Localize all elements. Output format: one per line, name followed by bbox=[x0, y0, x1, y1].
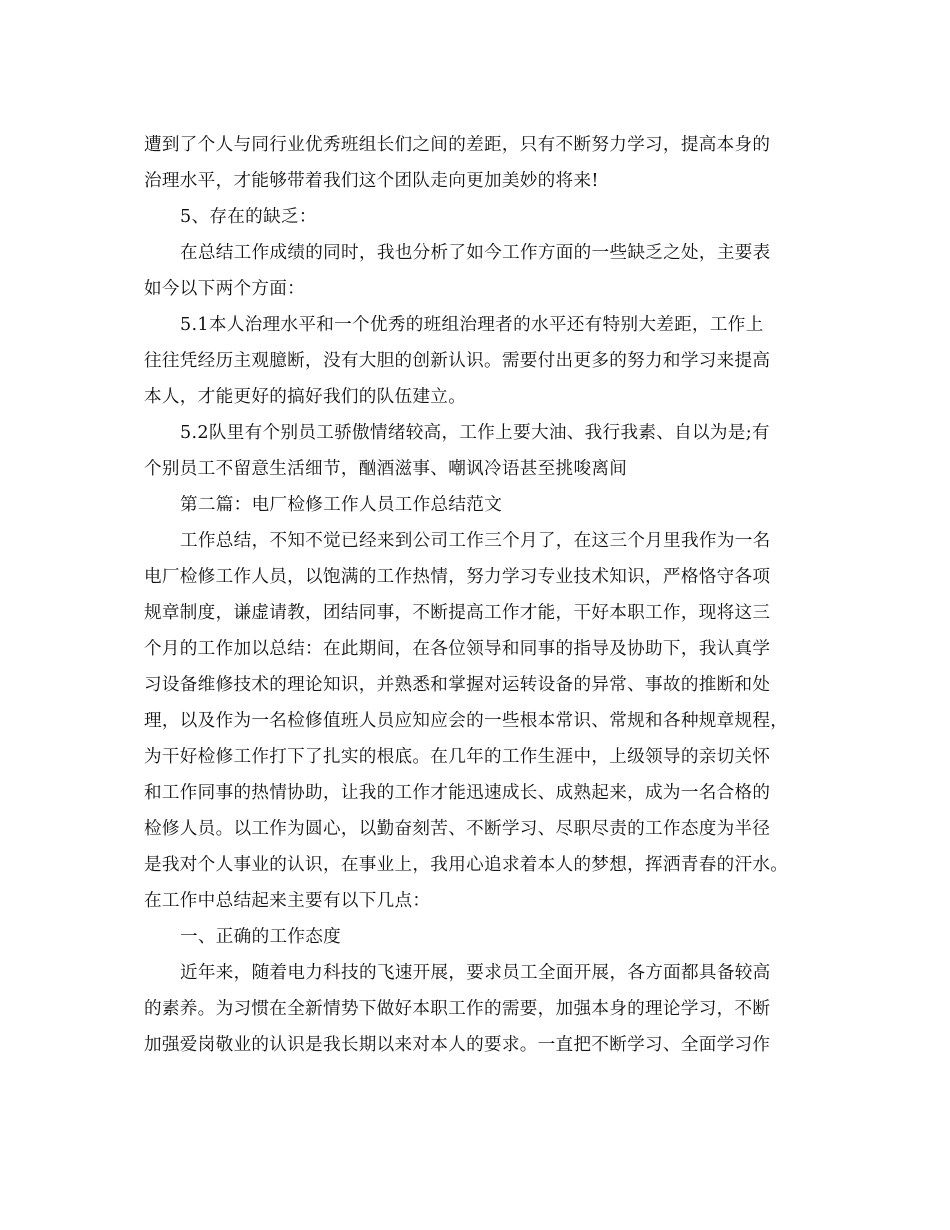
text-line: 如今以下两个方面： bbox=[144, 279, 306, 299]
text-line: 5.2队里有个别员工骄傲情绪较高，工作上要大油、我行我素、自以为是;有 bbox=[180, 423, 770, 443]
text-line: 遭到了个人与同行业优秀班组长们之间的差距，只有不断努力学习，提高本身的 bbox=[144, 135, 771, 155]
text-line: 习设备维修技术的理论知识，并熟悉和掌握对运转设备的异常、事故的推断和处 bbox=[144, 675, 771, 695]
text-line: 本人，才能更好的搞好我们的队伍建立。 bbox=[144, 387, 467, 407]
text-line: 个月的工作加以总结：在此期间，在各位领导和同事的指导及协助下，我认真学 bbox=[144, 639, 771, 659]
text-line: 的素养。为习惯在全新情势下做好本职工作的需要，加强本身的理论学习，不断 bbox=[144, 999, 771, 1019]
text-line: 和工作同事的热情协助，让我的工作才能迅速成长、成熟起来，成为一名合格的 bbox=[144, 783, 771, 803]
text-line: 治理水平，才能够带着我们这个团队走向更加美妙的将来! bbox=[144, 171, 599, 191]
text-line: 在工作中总结起来主要有以下几点： bbox=[144, 891, 431, 911]
text-line: 在总结工作成绩的同时，我也分析了如今工作方面的一些缺乏之处，主要表 bbox=[180, 243, 771, 263]
text-line: 个别员工不留意生活细节，酗酒滋事、嘲讽冷语甚至挑唆离间 bbox=[144, 459, 628, 479]
text-line: 工作总结，不知不觉已经来到公司工作三个月了，在这三个月里我作为一名 bbox=[180, 531, 771, 551]
text-line: 加强爱岗敬业的认识是我长期以来对本人的要求。一直把不断学习、全面学习作 bbox=[144, 1035, 771, 1055]
text-line: 电厂检修工作人员，以饱满的工作热情，努力学习专业技术知识，严格恪守各项 bbox=[144, 567, 771, 587]
article-title: 第二篇：电厂检修工作人员工作总结范文 bbox=[180, 495, 503, 515]
text-line: 规章制度，谦虚请教，团结同事，不断提高工作才能，干好本职工作，现将这三 bbox=[144, 603, 771, 623]
text-line: 理，以及作为一名检修值班人员应知应会的一些根本常识、常规和各种规章规程， bbox=[144, 711, 789, 731]
text-line: 为干好检修工作打下了扎实的根底。在几年的工作生涯中，上级领导的亲切关怀 bbox=[144, 747, 771, 767]
text-line: 近年来，随着电力科技的飞速开展，要求员工全面开展，各方面都具备较高 bbox=[180, 963, 771, 983]
text-line: 是我对个人事业的认识，在事业上，我用心追求着本人的梦想，挥洒青春的汗水。 bbox=[144, 855, 789, 875]
section-heading: 5、存在的缺乏： bbox=[180, 207, 317, 227]
text-line: 5.1本人治理水平和一个优秀的班组治理者的水平还有特别大差距，工作上 bbox=[180, 315, 764, 335]
document-body bbox=[144, 127, 816, 1063]
text-line: 往往凭经历主观臆断，没有大胆的创新认识。需要付出更多的努力和学习来提高 bbox=[144, 351, 771, 371]
section-heading: 一、正确的工作态度 bbox=[180, 927, 342, 947]
text-line: 检修人员。以工作为圆心，以勤奋刻苦、不断学习、尽职尽责的工作态度为半径 bbox=[144, 819, 771, 839]
